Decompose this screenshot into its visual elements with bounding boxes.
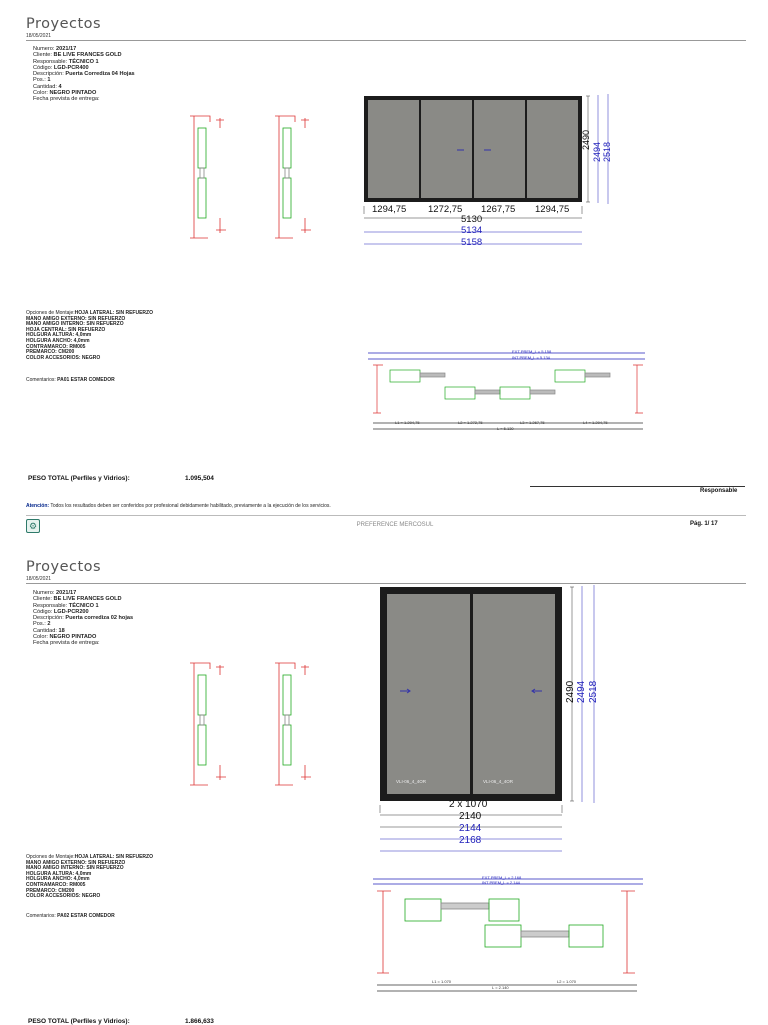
total-weight-label: PESO TOTAL (Perfiles y Vidrios): — [28, 475, 130, 482]
plan-label: L1 = 1.070 — [432, 979, 452, 984]
plan-label: L = 2.140 — [492, 985, 509, 990]
page-title: Proyectos — [26, 16, 102, 32]
info-row: Color: NEGRO PINTADO — [33, 634, 97, 641]
total-weight-value: 1.866,633 — [185, 1018, 214, 1025]
comments: Comentarios: PA02 ESTAR COMEDOR — [26, 913, 115, 919]
info-row: Cliente: BE LIVE FRANCES GOLD — [33, 52, 122, 59]
info-row: Color: NEGRO PINTADO — [33, 90, 97, 97]
header-divider — [26, 40, 746, 41]
info-row: Cantidad: 18 — [33, 627, 65, 634]
total-weight-value: 1.095,504 — [185, 475, 214, 482]
total-width-dim: 2140 — [459, 811, 482, 822]
comments: Comentarios: PA01 ESTAR COMEDOR — [26, 377, 115, 383]
total-weight-label: PESO TOTAL (Perfiles y Vidrios): — [28, 1018, 130, 1025]
panel-width-dim: 2 x 1070 — [449, 799, 488, 810]
panel-width-dim: 1272,75 — [428, 204, 463, 215]
project-info — [33, 46, 135, 103]
height-dim: 2518 — [588, 680, 599, 703]
info-row: Numero: 2021/17 — [33, 590, 77, 596]
plan-label: L2 = 1.070 — [557, 979, 577, 984]
page-date: 18/05/2021 — [26, 576, 52, 582]
info-row: Código: LGD-PCR200 — [33, 608, 89, 615]
horizontal-section-drawing — [365, 873, 650, 998]
plan-label: EXT PREM_L = 2.168 — [482, 875, 522, 880]
glass-label: VLI-06_4_4OR — [483, 779, 514, 784]
info-row: Pos.: 2 — [33, 621, 51, 628]
signature-line — [530, 486, 745, 487]
page-number: Pág. 1/ 17 — [690, 521, 718, 527]
responsable-label: Responsable — [700, 488, 738, 494]
door-elevation-drawing — [376, 583, 616, 853]
door-panel — [473, 594, 555, 794]
total-width-dim: 5158 — [461, 237, 483, 248]
height-dim: 2490 — [581, 129, 591, 150]
vertical-section-drawing — [180, 108, 340, 243]
plan-label: L1 = 1.294,75 — [395, 420, 420, 425]
plan-label: L4 = 1.294,75 — [583, 420, 608, 425]
total-width-dim: 2168 — [459, 835, 482, 846]
disclaimer: Atención: Todos los resultados deben ser conferidos por profesional debidamente habilitado, previamente a la ejecución de los servicios. — [26, 503, 331, 509]
door-panel — [387, 594, 470, 794]
info-row: Cantidad: 4 — [33, 83, 62, 90]
plan-label: EXT PREM_L = 5.158 — [512, 349, 552, 354]
info-row: Pos.: 1 — [33, 77, 51, 84]
door-elevation-drawing — [360, 92, 620, 252]
info-row: Fecha prevista de entrega: — [33, 640, 100, 647]
panel-width-dim: 1294,75 — [535, 204, 570, 215]
page-date: 18/05/2021 — [26, 33, 52, 39]
info-row: Descripción: Puerta Corrediza 04 Hojas — [33, 71, 135, 78]
height-dim: 2518 — [602, 141, 612, 162]
total-width-dim: 5130 — [461, 214, 483, 225]
door-panel — [368, 100, 419, 198]
footer-text: PREFERENCE MERCOSUL — [356, 522, 434, 528]
mounting-options: Opciones de Montaje:HOJA LATERAL: SIN REFUERZO MANO AMIGO EXTERNO: SIN REFUERZO MANO AMIGO INTERNO: SIN REFUERZO HOJA CENTRAL: SIN REFUERZO HOLGURA ALTURA: 4,0mm HOLGURA ANCHO: 4,0mm CONTRAMARCO: RM005 PREMARCO: CM200 COLOR ACCESORIOS: NEGRO — [26, 310, 153, 361]
plan-label: INT PREM_L = 2.144 — [482, 880, 520, 885]
mounting-options: Opciones de Montaje:HOJA LATERAL: SIN REFUERZO MANO AMIGO EXTERNO: SIN REFUERZO MANO AMIGO INTERNO: SIN REFUERZO HOLGURA ALTURA: 4,0mm HOLGURA ANCHO: 4,0mm CONTRAMARCO: RM005 PREMARCO: CM200 COLOR ACCESORIOS: NEGRO — [26, 854, 153, 900]
door-panel — [527, 100, 578, 198]
height-dim: 2494 — [592, 141, 602, 162]
panel-width-dim: 1267,75 — [481, 204, 516, 215]
info-row: Fecha prevista de entrega: — [33, 96, 100, 103]
report-page-2 — [0, 555, 768, 1024]
glass-label: VLI-06_4_4OR — [396, 779, 427, 784]
height-dim: 2490 — [565, 680, 576, 703]
total-width-dim: 5134 — [461, 225, 483, 236]
app-logo-icon: ⚙ — [26, 519, 40, 533]
info-row: Descripción: Puerta corrediza 02 hojas — [33, 615, 134, 622]
plan-label: INT PREM_L = 5.134 — [512, 355, 550, 360]
info-row: Código: LGD-PCR400 — [33, 64, 89, 71]
vertical-section-drawing — [180, 655, 340, 790]
plan-label: L = 5.130 — [497, 426, 514, 431]
page-title: Proyectos — [26, 559, 102, 575]
total-width-dim: 2144 — [459, 823, 482, 834]
height-dim: 2494 — [576, 680, 587, 703]
panel-width-dim: 1294,75 — [372, 204, 407, 215]
door-panel — [421, 100, 472, 198]
info-row: Responsable: TÉCNICO 1 — [33, 58, 99, 65]
project-info — [33, 590, 133, 647]
footer-divider — [26, 515, 746, 516]
info-row: Responsable: TÉCNICO 1 — [33, 602, 99, 609]
info-row: Numero: 2021/17 — [33, 46, 77, 52]
plan-label: L2 = 1.272,75 — [458, 420, 483, 425]
plan-label: L3 = 1.267,75 — [520, 420, 545, 425]
door-panel — [474, 100, 525, 198]
info-row: Cliente: BE LIVE FRANCES GOLD — [33, 596, 122, 603]
